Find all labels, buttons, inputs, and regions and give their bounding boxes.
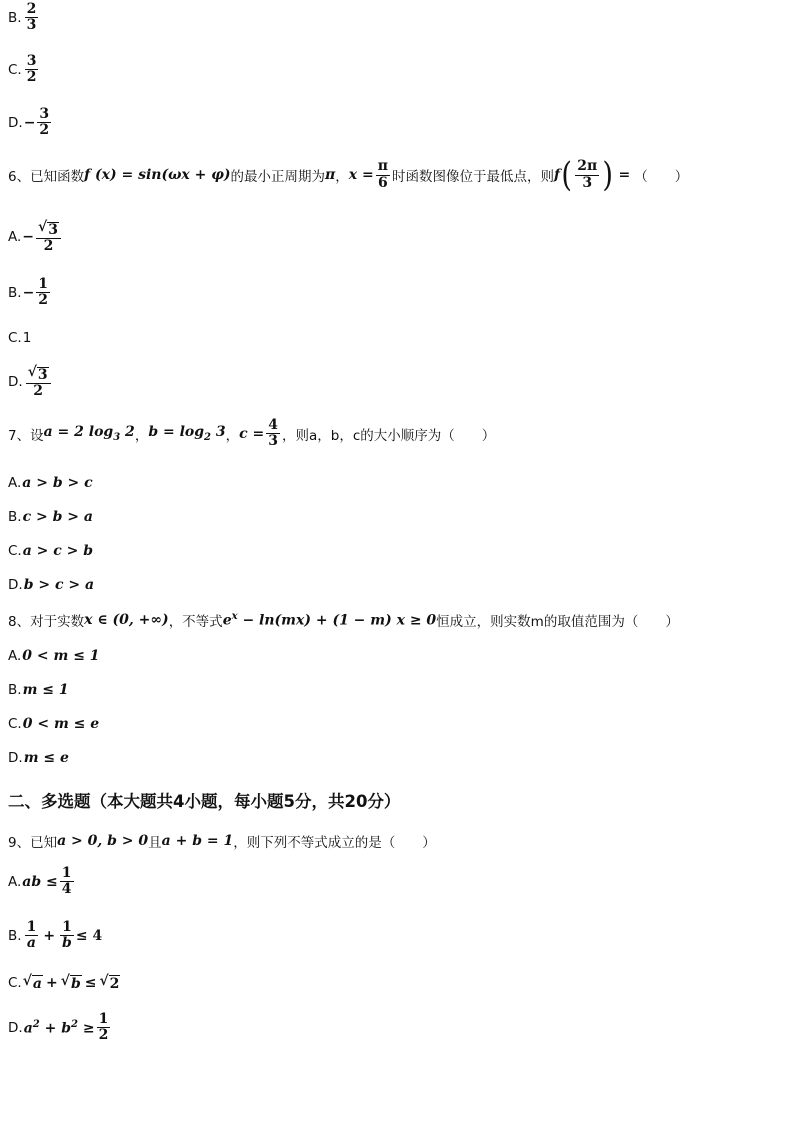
fraction bbox=[25, 920, 39, 952]
numerator: 3 bbox=[26, 53, 37, 69]
log-base: 3 bbox=[113, 432, 121, 444]
question-7-stem bbox=[8, 418, 495, 450]
fraction bbox=[376, 159, 390, 191]
option-label: D. bbox=[8, 750, 23, 766]
q9-option-a bbox=[8, 866, 76, 898]
option-rhs: ≤ 4 bbox=[75, 927, 103, 944]
q8-stem-text: ，不等式 bbox=[168, 614, 223, 630]
option-value: b > c > a bbox=[23, 577, 95, 593]
q6-f: f bbox=[553, 167, 560, 183]
q9-option-d bbox=[8, 1012, 112, 1044]
a-expr: a = 2 log bbox=[43, 424, 114, 441]
q6-stem-text: 6、已知函数 bbox=[8, 169, 85, 185]
q9-condition: a > 0, b > 0 bbox=[57, 833, 149, 849]
option-value: a > b > c bbox=[22, 475, 93, 491]
q9-condition: a + b = 1 bbox=[161, 833, 234, 849]
answer-blank: （ ） bbox=[634, 169, 689, 185]
fraction bbox=[266, 418, 280, 450]
option-label: C. bbox=[8, 974, 22, 991]
exponent: 2 bbox=[32, 1019, 40, 1031]
radicand: 3 bbox=[37, 367, 48, 383]
option-label: B. bbox=[8, 682, 22, 698]
q6-stem-text: 时函数图像位于最低点，则 bbox=[391, 169, 554, 185]
option-value: m ≤ 1 bbox=[22, 682, 69, 698]
denominator: a bbox=[26, 935, 36, 952]
q9-stem-text: 且 bbox=[148, 835, 162, 851]
option-label: A. bbox=[8, 475, 22, 491]
numerator: 1 bbox=[98, 1011, 109, 1027]
q6-function: f (x) = sin(ωx + φ) bbox=[84, 167, 231, 183]
separator: ， bbox=[335, 169, 349, 185]
fraction bbox=[25, 2, 39, 34]
denominator: 2 bbox=[43, 238, 54, 255]
q8-stem-text: 恒成立，则实数m的取值范围为（ ） bbox=[436, 614, 679, 630]
separator: ， bbox=[225, 427, 240, 444]
denominator: b bbox=[62, 935, 72, 952]
numerator: 3 bbox=[39, 106, 50, 122]
equals-sign: = bbox=[618, 167, 631, 183]
sqrt-symbol: √ a bbox=[22, 973, 42, 992]
q6-x-equals: x = bbox=[348, 167, 374, 183]
q5-option-c bbox=[8, 54, 40, 86]
right-paren: ) bbox=[602, 155, 614, 195]
sqrt-symbol: √ 3 bbox=[27, 364, 48, 383]
numerator: 1 bbox=[61, 865, 72, 881]
minus-sign: − bbox=[22, 284, 35, 301]
q6-option-c bbox=[8, 330, 31, 346]
q6-period: π bbox=[325, 167, 336, 183]
option-label: A. bbox=[8, 648, 22, 664]
numerator bbox=[26, 365, 51, 384]
q7-option-c bbox=[8, 543, 93, 559]
log-arg: 2 bbox=[120, 424, 135, 441]
fraction bbox=[37, 107, 51, 139]
denominator: 2 bbox=[39, 122, 50, 139]
q5-option-b bbox=[8, 2, 40, 34]
numerator: 1 bbox=[62, 919, 72, 935]
q7-option-a bbox=[8, 475, 93, 491]
q8-stem-text: 8、对于实数 bbox=[8, 614, 85, 630]
q7-stem-text: 7、设 bbox=[8, 427, 44, 444]
fraction bbox=[36, 277, 50, 309]
fraction bbox=[36, 220, 61, 255]
base-e: e bbox=[222, 612, 232, 629]
separator: ， bbox=[134, 427, 149, 444]
fraction bbox=[26, 365, 51, 400]
le-sign: ≤ bbox=[84, 974, 97, 991]
exponent: 2 bbox=[71, 1019, 78, 1031]
sqrt-symbol: √ 3 bbox=[38, 219, 58, 238]
section-heading: 二、多选题（本大题共4小题，每小题5分，共20分） bbox=[8, 792, 401, 811]
sqrt-symbol: √ 2 bbox=[99, 973, 120, 992]
q8-option-d bbox=[8, 750, 69, 766]
q7-c-expression: c = bbox=[239, 425, 265, 442]
q6-option-b bbox=[8, 277, 52, 309]
fraction bbox=[575, 159, 599, 191]
option-lhs: ab ≤ bbox=[22, 873, 58, 890]
b-expr: b = log bbox=[148, 424, 205, 441]
option-label: A. bbox=[8, 229, 22, 246]
denominator: 3 bbox=[26, 17, 37, 34]
question-9-stem bbox=[8, 831, 436, 851]
numerator: 1 bbox=[38, 276, 49, 292]
radicand: a bbox=[32, 976, 42, 992]
denominator: 6 bbox=[377, 174, 388, 191]
numerator bbox=[36, 220, 61, 239]
option-value: 0 < m ≤ e bbox=[22, 716, 100, 732]
numerator: 2π bbox=[577, 158, 598, 175]
q9-stem-text: ，则下列不等式成立的是（ ） bbox=[233, 835, 436, 851]
exponent: x bbox=[231, 611, 238, 623]
option-value: a > c > b bbox=[22, 543, 94, 559]
fraction bbox=[60, 920, 74, 952]
fraction bbox=[97, 1012, 111, 1044]
option-label: D. bbox=[8, 577, 23, 593]
q7-stem-text: ，则a，b，c的大小顺序为（ ） bbox=[282, 427, 496, 444]
option-label: B. bbox=[8, 9, 22, 26]
option-lhs bbox=[24, 1019, 95, 1037]
option-label: D. bbox=[8, 374, 23, 391]
option-label: B. bbox=[8, 927, 22, 944]
numerator: 4 bbox=[268, 417, 279, 433]
option-label: C. bbox=[8, 716, 22, 732]
q5-option-d bbox=[8, 107, 53, 139]
question-8-stem bbox=[8, 610, 679, 630]
option-label: B. bbox=[8, 284, 22, 301]
q8-option-c bbox=[8, 716, 99, 732]
q7-a-expression bbox=[44, 424, 135, 443]
numerator: 2 bbox=[26, 1, 37, 17]
q8-option-a bbox=[8, 648, 100, 664]
fraction bbox=[25, 54, 39, 86]
sqrt-symbol: √ b bbox=[60, 973, 81, 992]
q6-option-d bbox=[8, 365, 53, 400]
option-label: D. bbox=[8, 114, 23, 131]
q6-stem-text: 的最小正周期为 bbox=[230, 169, 326, 185]
option-label: C. bbox=[8, 330, 22, 346]
q9-option-b bbox=[8, 920, 102, 952]
q7-b-expression bbox=[148, 424, 225, 443]
plus-sign: + bbox=[39, 1020, 62, 1037]
option-label: D. bbox=[8, 1019, 23, 1036]
option-label: A. bbox=[8, 873, 22, 890]
question-6-stem bbox=[8, 155, 689, 195]
q7-option-d bbox=[8, 577, 94, 593]
radicand: b bbox=[70, 976, 81, 992]
left-paren: ( bbox=[561, 155, 572, 195]
option-label: B. bbox=[8, 509, 22, 525]
q6-option-a bbox=[8, 220, 63, 255]
log-arg: 3 bbox=[211, 424, 226, 441]
var-b: b bbox=[61, 1020, 72, 1037]
denominator: 2 bbox=[33, 383, 44, 400]
option-value: 1 bbox=[22, 330, 32, 346]
denominator: 2 bbox=[26, 69, 37, 86]
option-label: C. bbox=[8, 543, 22, 559]
radicand: 2 bbox=[109, 976, 120, 992]
fraction bbox=[60, 866, 74, 898]
q8-domain: x ∈ (0, +∞) bbox=[84, 612, 169, 628]
ge-sign: ≥ bbox=[77, 1020, 95, 1037]
q9-option-c bbox=[8, 973, 120, 992]
numerator: 1 bbox=[26, 919, 37, 935]
denominator: 2 bbox=[98, 1027, 109, 1044]
minus-sign: − bbox=[22, 229, 35, 246]
q8-option-b bbox=[8, 682, 69, 698]
log-base: 2 bbox=[204, 432, 211, 444]
option-value: c > b > a bbox=[22, 509, 93, 525]
plus-sign: + bbox=[46, 974, 58, 991]
denominator: 3 bbox=[582, 174, 593, 191]
plus-sign: + bbox=[43, 927, 56, 944]
numerator: π bbox=[377, 158, 388, 175]
q9-stem-text: 9、已知 bbox=[8, 835, 58, 851]
option-label: C. bbox=[8, 61, 22, 78]
minus-sign: − bbox=[23, 114, 36, 131]
q7-option-b bbox=[8, 509, 93, 525]
option-value: 0 < m ≤ 1 bbox=[22, 648, 100, 664]
denominator: 4 bbox=[61, 881, 72, 898]
denominator: 2 bbox=[38, 292, 49, 309]
var-a: a bbox=[23, 1020, 33, 1037]
radicand: 3 bbox=[48, 222, 58, 238]
inequality-rest: − ln(mx) + (1 − m) x ≥ 0 bbox=[237, 612, 437, 629]
q8-inequality bbox=[223, 611, 436, 629]
denominator: 3 bbox=[268, 433, 279, 450]
option-value: m ≤ e bbox=[23, 750, 69, 766]
